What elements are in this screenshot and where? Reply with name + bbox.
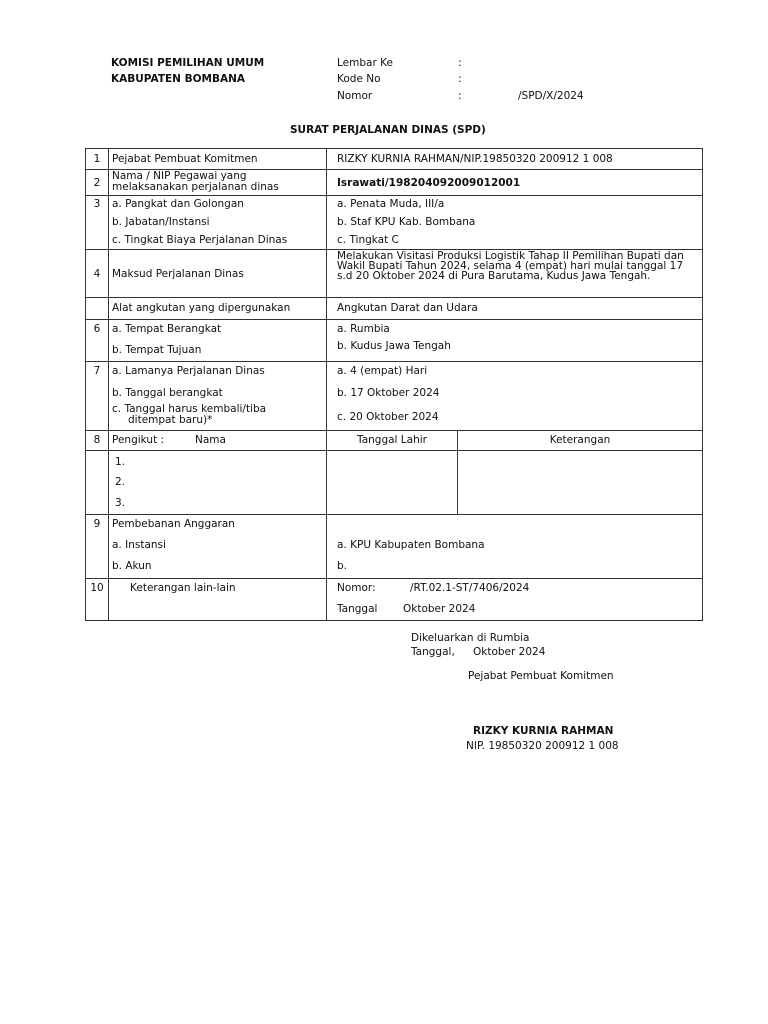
- signatory-nip: NIP. 19850320 200912 1 008: [466, 740, 619, 752]
- lama-perjalanan-label: a. Lamanya Perjalanan Dinas: [112, 365, 265, 377]
- nomor-st-label: Nomor:: [337, 582, 376, 594]
- table-row: [86, 298, 703, 320]
- row-number-cell: [86, 149, 109, 170]
- row-number: 1: [93, 153, 101, 165]
- pengikut-item-2: 2.: [115, 476, 126, 488]
- keterangan-cell: [458, 451, 703, 515]
- lembar-colon: :: [458, 57, 462, 69]
- maksud-label: Maksud Perjalanan Dinas: [112, 268, 244, 280]
- tempat-tujuan-value: b. Kudus Jawa Tengah: [337, 340, 451, 352]
- pengikut-item-1: 1.: [115, 456, 126, 468]
- tanggal-st-value: Oktober 2024: [403, 603, 476, 615]
- tingkat-value: c. Tingkat C: [337, 234, 399, 246]
- table-row: [86, 170, 703, 196]
- tingkat-label: c. Tingkat Biaya Perjalanan Dinas: [112, 234, 288, 246]
- table-row: [86, 515, 703, 579]
- table-row: [86, 149, 703, 170]
- instansi-value: a. KPU Kabupaten Bombana: [337, 539, 485, 551]
- row-number: 6: [93, 323, 101, 335]
- lama-perjalanan-value: a. 4 (empat) Hari: [337, 365, 428, 377]
- row-number: 8: [93, 434, 101, 446]
- spd-table: [85, 148, 703, 621]
- table-row: [86, 362, 703, 431]
- kode-label: Kode No: [337, 73, 381, 85]
- row-number: 9: [93, 518, 101, 530]
- keterangan-lain-label: Keterangan lain-lain: [130, 582, 236, 594]
- angkutan-label: Alat angkutan yang dipergunakan: [112, 302, 291, 314]
- tanggal-berangkat-label: b. Tanggal berangkat: [112, 387, 223, 399]
- signatory-name: RIZKY KURNIA RAHMAN: [473, 725, 614, 737]
- pengikut-nama-label: Nama: [195, 434, 226, 446]
- organization-regency: KABUPATEN BOMBANA: [111, 73, 246, 85]
- pejabat-label: Pejabat Pembuat Komitmen: [112, 153, 258, 165]
- pangkat-label: a. Pangkat dan Golongan: [112, 198, 244, 210]
- tanggal-kembali-label-cont: ditempat baru)*: [128, 414, 213, 426]
- pejabat-value: RIZKY KURNIA RAHMAN/NIP.19850320 200912 1 008: [337, 153, 613, 165]
- table-row: [86, 250, 703, 298]
- angkutan-value: Angkutan Darat dan Udara: [337, 302, 478, 314]
- row-number: 2: [93, 177, 101, 189]
- row-number: 3: [93, 198, 101, 210]
- keterangan-header: Keterangan: [549, 434, 611, 446]
- tempat-berangkat-value: a. Rumbia: [337, 323, 390, 335]
- row-number: 7: [93, 365, 101, 377]
- pembebanan-label: Pembebanan Anggaran: [112, 518, 235, 530]
- maksud-value: Melakukan Visitasi Produksi Logistik Tahap II Pemilihan Bupati dan Wakil Bupati Tahun 2024, selama 4 (empat) hari mulai tanggal 17 s.d 20 Oktober 2024 di Pura Barutama, Kudus Jawa Tengah.: [337, 250, 684, 282]
- row-number: 10: [90, 582, 104, 594]
- nomor-st-value: /RT.02.1-ST/7406/2024: [410, 582, 530, 594]
- document-title: SURAT PERJALANAN DINAS (SPD): [290, 124, 486, 136]
- tanggal-st-label: Tanggal: [337, 603, 378, 615]
- footer-tanggal-value: Oktober 2024: [473, 646, 546, 658]
- nomor-label: Nomor: [337, 90, 373, 102]
- pengikut-item-3: 3.: [115, 497, 126, 509]
- dikeluarkan-text: Dikeluarkan di Rumbia: [411, 632, 530, 644]
- instansi-label: a. Instansi: [112, 539, 166, 551]
- table-row: [86, 196, 703, 250]
- kode-colon: :: [458, 73, 462, 85]
- row-number: 4: [93, 268, 101, 280]
- tanggal-kembali-label: c. Tanggal harus kembali/tiba: [112, 403, 267, 415]
- organization-name: KOMISI PEMILIHAN UMUM: [111, 57, 265, 69]
- table-row: [86, 579, 703, 621]
- jabatan-value: b. Staf KPU Kab. Bombana: [337, 216, 476, 228]
- tanggal-lahir-cell: [327, 451, 458, 515]
- pangkat-value: a. Penata Muda, III/a: [337, 198, 445, 210]
- pengikut-label: Pengikut :: [112, 434, 165, 446]
- pegawai-label-line2: melaksanakan perjalanan dinas: [112, 181, 279, 193]
- nomor-value: /SPD/X/2024: [518, 90, 584, 102]
- pegawai-value: Israwati/198204092009012001: [337, 177, 521, 189]
- table-row: [86, 320, 703, 362]
- table-row: [86, 451, 703, 515]
- pegawai-label-line1: Nama / NIP Pegawai yang: [112, 170, 247, 182]
- akun-label: b. Akun: [112, 560, 152, 572]
- tempat-berangkat-label: a. Tempat Berangkat: [112, 323, 222, 335]
- akun-value: b.: [337, 560, 348, 572]
- nomor-colon: :: [458, 90, 462, 102]
- label-cell: [109, 149, 327, 170]
- jabatan-label: b. Jabatan/Instansi: [112, 216, 210, 228]
- tempat-tujuan-label: b. Tempat Tujuan: [112, 344, 202, 356]
- tanggal-berangkat-value: b. 17 Oktober 2024: [337, 387, 440, 399]
- signatory-title: Pejabat Pembuat Komitmen: [468, 670, 614, 682]
- value-cell: [327, 149, 703, 170]
- tanggal-lahir-header: Tanggal Lahir: [357, 434, 427, 446]
- lembar-label: Lembar Ke: [337, 57, 393, 69]
- tanggal-kembali-value: c. 20 Oktober 2024: [337, 411, 439, 423]
- footer-tanggal-label: Tanggal,: [411, 646, 455, 658]
- table-row: [86, 431, 703, 451]
